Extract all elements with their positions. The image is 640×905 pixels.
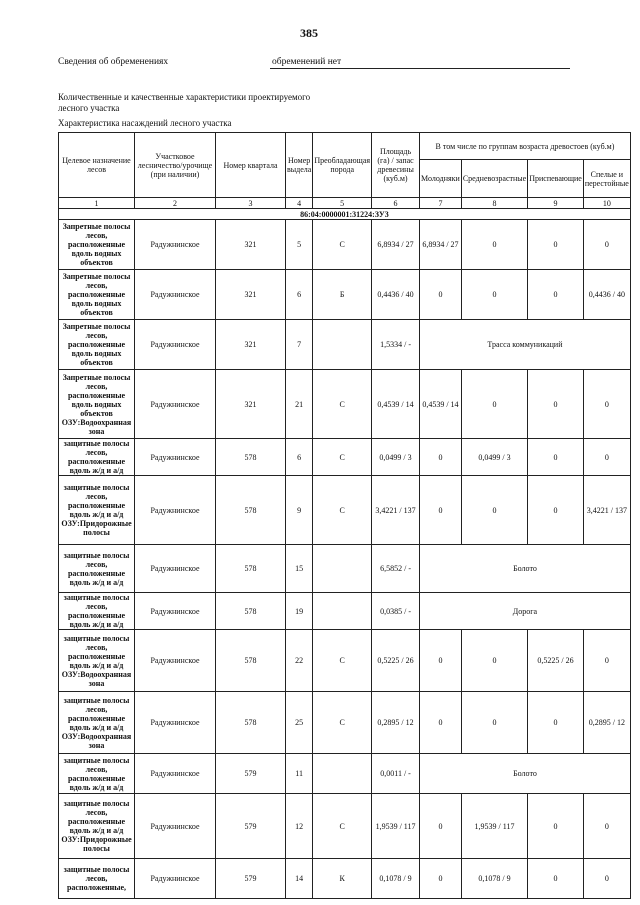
cell-young: 0 bbox=[420, 439, 462, 476]
cell-forestry: Радужнинское bbox=[135, 270, 216, 320]
cell-area: 1,5334 / - bbox=[372, 320, 420, 370]
cell-middle: 0 bbox=[461, 220, 527, 270]
cell-species: С bbox=[313, 630, 372, 692]
cell-area: 0,4436 / 40 bbox=[372, 270, 420, 320]
cell-purpose: защитные полосы лесов, расположенные, bbox=[59, 859, 135, 899]
cell-purpose: защитные полосы лесов, расположенные вдоль ж/д и а/д bbox=[59, 545, 135, 593]
table-row bbox=[59, 859, 631, 899]
cell-quarter: 321 bbox=[216, 220, 286, 270]
cell-middle: 0,0499 / 3 bbox=[461, 439, 527, 476]
cell-middle: 0 bbox=[461, 270, 527, 320]
cell-middle: 0 bbox=[461, 630, 527, 692]
cell-quarter: 579 bbox=[216, 859, 286, 899]
cell-purpose: Запретные полосы лесов, расположенные вдоль водных объектов bbox=[59, 320, 135, 370]
cell-maturing: 0 bbox=[528, 439, 584, 476]
cadastral-number: 86:04:0000001:31224:ЗУ3 bbox=[59, 209, 631, 220]
table-body bbox=[59, 220, 631, 899]
header-area: Площадь (га) / запас древесины (куб.м) bbox=[372, 133, 420, 198]
header-quarter: Номер квартала bbox=[216, 133, 286, 198]
cell-plot: 15 bbox=[286, 545, 313, 593]
cell-quarter: 578 bbox=[216, 476, 286, 545]
cell-plot: 25 bbox=[286, 692, 313, 754]
cell-quarter: 579 bbox=[216, 794, 286, 859]
cell-mature: 0,2895 / 12 bbox=[583, 692, 630, 754]
col-number: 4 bbox=[286, 198, 313, 209]
encumbrance-label: Сведения об обременениях bbox=[58, 57, 169, 67]
cell-purpose: защитные полосы лесов, расположенные вдоль ж/д и а/д ОЗУ:Придорожные полосы bbox=[59, 794, 135, 859]
cell-young: 0 bbox=[420, 859, 462, 899]
cell-plot: 7 bbox=[286, 320, 313, 370]
cell-area: 6,5852 / - bbox=[372, 545, 420, 593]
cell-species bbox=[313, 320, 372, 370]
cell-young: 0 bbox=[420, 270, 462, 320]
cell-maturing: 0,5225 / 26 bbox=[528, 630, 584, 692]
header-forestry: Участковое лесничество/урочище (при наличии) bbox=[135, 133, 216, 198]
header-purpose: Целевое назначение лесов bbox=[59, 133, 135, 198]
cell-area: 3,4221 / 137 bbox=[372, 476, 420, 545]
col-number: 10 bbox=[583, 198, 630, 209]
cell-plot: 6 bbox=[286, 439, 313, 476]
table-row bbox=[59, 754, 631, 794]
cell-maturing: 0 bbox=[528, 220, 584, 270]
section-subheading: Характеристика насаждений лесного участка bbox=[58, 118, 232, 128]
cell-quarter: 579 bbox=[216, 754, 286, 794]
encumbrance-value: обременений нет bbox=[272, 57, 342, 67]
cell-area: 6,8934 / 27 bbox=[372, 220, 420, 270]
cell-quarter: 578 bbox=[216, 593, 286, 630]
cell-purpose: защитные полосы лесов, расположенные вдоль ж/д и а/д bbox=[59, 439, 135, 476]
cell-forestry: Радужнинское bbox=[135, 754, 216, 794]
cell-area: 1,9539 / 117 bbox=[372, 794, 420, 859]
col-number: 6 bbox=[372, 198, 420, 209]
table-row bbox=[59, 545, 631, 593]
cell-area: 0,0011 / - bbox=[372, 754, 420, 794]
cell-plot: 14 bbox=[286, 859, 313, 899]
cell-forestry: Радужнинское bbox=[135, 859, 216, 899]
cell-plot: 9 bbox=[286, 476, 313, 545]
table-row bbox=[59, 630, 631, 692]
table-row bbox=[59, 370, 631, 439]
cell-purpose: защитные полосы лесов, расположенные вдоль ж/д и а/д bbox=[59, 593, 135, 630]
cell-middle: 1,9539 / 117 bbox=[461, 794, 527, 859]
cell-area: 0,1078 / 9 bbox=[372, 859, 420, 899]
cell-mature: 3,4221 / 137 bbox=[583, 476, 630, 545]
table-row bbox=[59, 476, 631, 545]
forest-stand-table bbox=[58, 132, 631, 899]
cell-quarter: 321 bbox=[216, 320, 286, 370]
cell-mature: 0 bbox=[583, 859, 630, 899]
table-row bbox=[59, 270, 631, 320]
cell-quarter: 321 bbox=[216, 270, 286, 320]
header-maturing: Приспевающие bbox=[528, 160, 584, 198]
cell-purpose: защитные полосы лесов, расположенные вдоль ж/д и а/д ОЗУ:Водоохранная зона bbox=[59, 630, 135, 692]
cell-area: 0,4539 / 14 bbox=[372, 370, 420, 439]
cell-purpose: защитные полосы лесов, расположенные вдоль ж/д и а/д bbox=[59, 754, 135, 794]
cell-forestry: Радужнинское bbox=[135, 593, 216, 630]
col-number: 5 bbox=[313, 198, 372, 209]
cell-species: С bbox=[313, 220, 372, 270]
cell-forestry: Радужнинское bbox=[135, 370, 216, 439]
table-row bbox=[59, 439, 631, 476]
cell-mature: 0 bbox=[583, 630, 630, 692]
cell-forestry: Радужнинское bbox=[135, 220, 216, 270]
cell-forestry: Радужнинское bbox=[135, 439, 216, 476]
cell-land-type: Трасса коммуникаций bbox=[420, 320, 631, 370]
cell-species: С bbox=[313, 476, 372, 545]
cell-middle: 0 bbox=[461, 692, 527, 754]
cell-quarter: 578 bbox=[216, 630, 286, 692]
cell-plot: 5 bbox=[286, 220, 313, 270]
cell-species: С bbox=[313, 692, 372, 754]
cell-maturing: 0 bbox=[528, 370, 584, 439]
cell-middle: 0,1078 / 9 bbox=[461, 859, 527, 899]
col-number: 8 bbox=[461, 198, 527, 209]
cell-young: 0,4539 / 14 bbox=[420, 370, 462, 439]
cell-maturing: 0 bbox=[528, 794, 584, 859]
page-number: 385 bbox=[300, 26, 318, 40]
col-number: 2 bbox=[135, 198, 216, 209]
cell-quarter: 578 bbox=[216, 692, 286, 754]
cell-maturing: 0 bbox=[528, 476, 584, 545]
cell-purpose: Запретные полосы лесов, расположенные вдоль водных объектов bbox=[59, 270, 135, 320]
table-row bbox=[59, 794, 631, 859]
section-heading: Количественные и качественные характеристики проектируемого лесного участка bbox=[58, 92, 311, 113]
cell-young: 6,8934 / 27 bbox=[420, 220, 462, 270]
cell-land-type: Дорога bbox=[420, 593, 631, 630]
cell-area: 0,5225 / 26 bbox=[372, 630, 420, 692]
table-row bbox=[59, 593, 631, 630]
header-young: Молодняки bbox=[420, 160, 462, 198]
col-number: 7 bbox=[420, 198, 462, 209]
cell-young: 0 bbox=[420, 630, 462, 692]
cell-species bbox=[313, 754, 372, 794]
cell-quarter: 578 bbox=[216, 545, 286, 593]
col-number: 3 bbox=[216, 198, 286, 209]
cell-area: 0,0499 / 3 bbox=[372, 439, 420, 476]
cell-purpose: защитные полосы лесов, расположенные вдоль ж/д и а/д ОЗУ:Водоохранная зона bbox=[59, 692, 135, 754]
cell-forestry: Радужнинское bbox=[135, 630, 216, 692]
cell-plot: 6 bbox=[286, 270, 313, 320]
cell-plot: 22 bbox=[286, 630, 313, 692]
cell-plot: 11 bbox=[286, 754, 313, 794]
cell-middle: 0 bbox=[461, 370, 527, 439]
cell-species bbox=[313, 545, 372, 593]
cell-species: С bbox=[313, 370, 372, 439]
cell-plot: 21 bbox=[286, 370, 313, 439]
cell-species bbox=[313, 593, 372, 630]
cell-species: С bbox=[313, 439, 372, 476]
encumbrance-underline bbox=[270, 68, 570, 69]
cell-purpose: Запретные полосы лесов, расположенные вдоль водных объектов ОЗУ:Водоохранная зона bbox=[59, 370, 135, 439]
cell-maturing: 0 bbox=[528, 692, 584, 754]
cell-plot: 12 bbox=[286, 794, 313, 859]
cell-young: 0 bbox=[420, 692, 462, 754]
cell-mature: 0 bbox=[583, 794, 630, 859]
cell-young: 0 bbox=[420, 794, 462, 859]
table-row bbox=[59, 692, 631, 754]
cell-quarter: 578 bbox=[216, 439, 286, 476]
col-number: 1 bbox=[59, 198, 135, 209]
cell-purpose: Запретные полосы лесов, расположенные вдоль водных объектов bbox=[59, 220, 135, 270]
cell-land-type: Болото bbox=[420, 545, 631, 593]
cell-forestry: Радужнинское bbox=[135, 545, 216, 593]
cell-forestry: Радужнинское bbox=[135, 692, 216, 754]
cell-mature: 0,4436 / 40 bbox=[583, 270, 630, 320]
header-plot: Номер выдела bbox=[286, 133, 313, 198]
header-age-groups: В том числе по группам возраста древостоев (куб.м) bbox=[420, 133, 631, 160]
cell-maturing: 0 bbox=[528, 270, 584, 320]
table-row bbox=[59, 220, 631, 270]
cell-mature: 0 bbox=[583, 220, 630, 270]
cell-area: 0,2895 / 12 bbox=[372, 692, 420, 754]
cell-young: 0 bbox=[420, 476, 462, 545]
table-row bbox=[59, 320, 631, 370]
cell-species: К bbox=[313, 859, 372, 899]
header-species: Преобладающая порода bbox=[313, 133, 372, 198]
cell-middle: 0 bbox=[461, 476, 527, 545]
cell-forestry: Радужнинское bbox=[135, 320, 216, 370]
cell-land-type: Болото bbox=[420, 754, 631, 794]
cell-species: С bbox=[313, 794, 372, 859]
cell-area: 0,0385 / - bbox=[372, 593, 420, 630]
cell-plot: 19 bbox=[286, 593, 313, 630]
cell-quarter: 321 bbox=[216, 370, 286, 439]
header-mature: Спелые и перестойные bbox=[583, 160, 630, 198]
cell-mature: 0 bbox=[583, 370, 630, 439]
cell-species: Б bbox=[313, 270, 372, 320]
col-number: 9 bbox=[528, 198, 584, 209]
header-middle: Средневозрастные bbox=[461, 160, 527, 198]
cell-purpose: защитные полосы лесов, расположенные вдоль ж/д и а/д ОЗУ:Придорожные полосы bbox=[59, 476, 135, 545]
cell-maturing: 0 bbox=[528, 859, 584, 899]
cell-mature: 0 bbox=[583, 439, 630, 476]
cell-forestry: Радужнинское bbox=[135, 794, 216, 859]
cell-forestry: Радужнинское bbox=[135, 476, 216, 545]
